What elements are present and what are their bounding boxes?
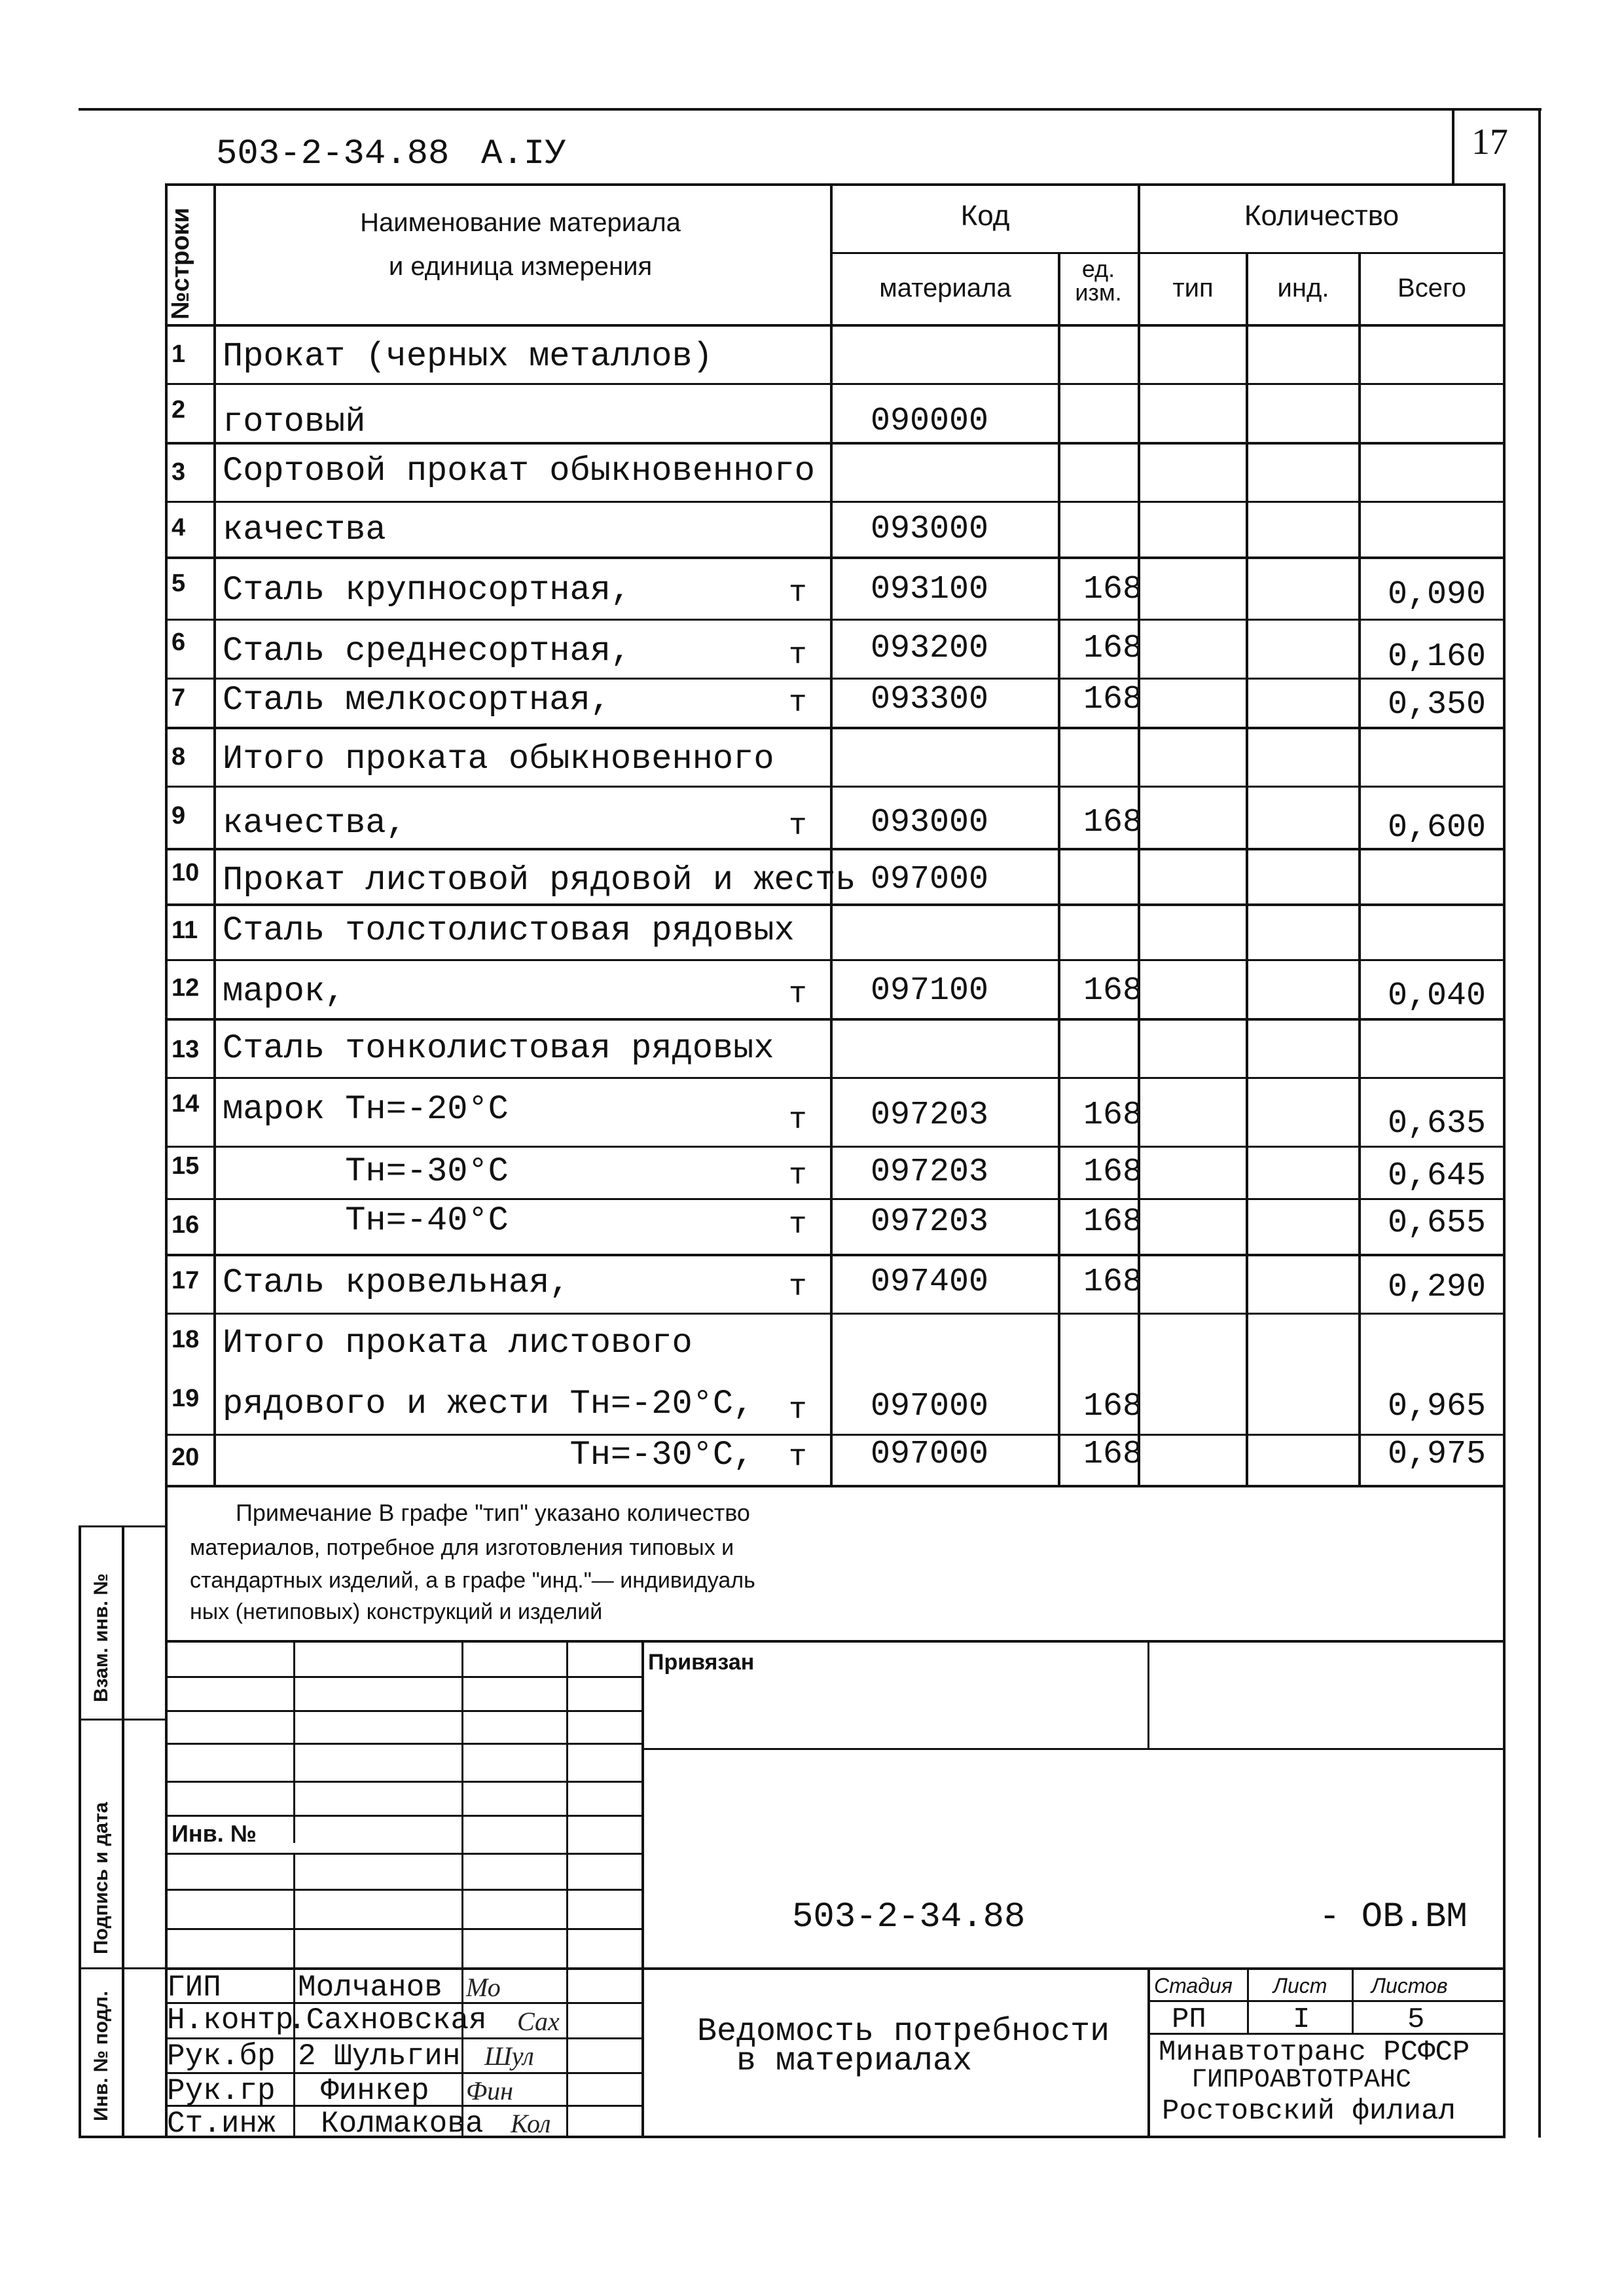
staff-role: Ст.инж bbox=[167, 2107, 276, 2141]
row-unit: т bbox=[789, 1393, 807, 1427]
row-number: 7 bbox=[171, 684, 186, 712]
row-total: 0,350 bbox=[1388, 686, 1487, 723]
row-code: 093000 bbox=[871, 804, 989, 841]
staff-name: Молчанов bbox=[298, 1971, 442, 2005]
grid-h bbox=[165, 1743, 643, 1745]
stamp-right bbox=[1503, 1485, 1506, 2138]
row-name: Сталь среднесортная, bbox=[223, 632, 632, 670]
side-label-inv: Инв. № подл. bbox=[90, 1990, 112, 2121]
header-bottom bbox=[165, 324, 1506, 327]
row-name: марок Тн=-20°С bbox=[223, 1090, 509, 1129]
stage-value: РП bbox=[1172, 2003, 1206, 2036]
sheets-label: Листов bbox=[1371, 1974, 1448, 1997]
row-sep bbox=[165, 501, 1506, 503]
row-code: 097000 bbox=[871, 1388, 989, 1425]
row-code: 097000 bbox=[871, 1436, 989, 1473]
row-number: 10 bbox=[171, 859, 200, 886]
row-number: 20 bbox=[171, 1444, 200, 1471]
header-name-line2: и единица измерения bbox=[388, 252, 653, 281]
row-name: качества, bbox=[223, 804, 406, 843]
row-code: 097000 bbox=[871, 861, 989, 898]
row-code: 097203 bbox=[871, 1154, 989, 1191]
grid-h bbox=[165, 1710, 643, 1712]
table-top bbox=[165, 183, 1506, 186]
row-unit: т bbox=[789, 809, 807, 843]
row-name: Сортовой прокат обыкновенного bbox=[223, 452, 815, 490]
row-number: 8 bbox=[171, 743, 186, 771]
row-unit: т bbox=[789, 1270, 807, 1304]
row-total: 0,635 bbox=[1388, 1105, 1487, 1142]
row-total: 0,090 bbox=[1388, 576, 1487, 613]
stamp-left-outer bbox=[79, 1525, 81, 2138]
row-sep bbox=[165, 1198, 1506, 1200]
row-number: 14 bbox=[171, 1090, 200, 1118]
row-sep bbox=[165, 903, 1506, 906]
row-sep bbox=[165, 619, 1506, 621]
row-meas: 168 bbox=[1083, 630, 1143, 667]
row-meas: 168 bbox=[1083, 1097, 1143, 1134]
doc-mark: 503-2-34.88 bbox=[792, 1897, 1026, 1937]
table-bottom bbox=[165, 1485, 1506, 1487]
row-name: Тн=-30°С bbox=[223, 1152, 509, 1191]
inv-no-label: Инв. № bbox=[171, 1820, 257, 1847]
stage-col2 bbox=[1352, 1967, 1354, 2033]
stage-sep1 bbox=[1147, 2000, 1503, 2002]
row-unit: т bbox=[789, 1159, 807, 1193]
grid-v-main bbox=[641, 1640, 644, 2138]
stage-col1 bbox=[1247, 1967, 1249, 2033]
header-qty-type: тип bbox=[1172, 274, 1214, 302]
staff-name: Колмакова bbox=[321, 2107, 484, 2141]
staff-role: ГИП bbox=[167, 1971, 221, 2005]
staff-signature: Мо bbox=[466, 1973, 501, 2002]
row-number: 6 bbox=[171, 629, 186, 656]
row-total: 0,965 bbox=[1388, 1388, 1487, 1425]
row-name: рядового и жести Тн=-20°С, bbox=[223, 1385, 754, 1423]
row-number: 5 bbox=[171, 570, 186, 597]
row-code: 090000 bbox=[871, 403, 989, 440]
row-number: 11 bbox=[171, 917, 198, 944]
header-code-unit: ед. изм. bbox=[1075, 255, 1122, 306]
row-name: качества bbox=[223, 511, 386, 549]
row-sep bbox=[165, 1313, 1506, 1315]
row-name: Сталь тонколистовая рядовых bbox=[223, 1029, 774, 1068]
row-name: Итого проката обыкновенного bbox=[223, 740, 774, 778]
staff-name: 2 Шульгин bbox=[298, 2039, 461, 2073]
staff-signature: Шул bbox=[484, 2041, 534, 2071]
header-qty-ind: инд. bbox=[1277, 274, 1329, 302]
row-total: 0,975 bbox=[1388, 1436, 1487, 1473]
row-sep bbox=[165, 1018, 1506, 1021]
row-sep bbox=[165, 556, 1506, 559]
grid-v bbox=[461, 1640, 463, 2138]
row-number: 15 bbox=[171, 1152, 200, 1180]
header-subline bbox=[830, 252, 1503, 254]
note-line2: материалов, потребное для изготовления типовых и bbox=[190, 1535, 734, 1560]
row-unit: т bbox=[789, 1440, 807, 1474]
staff-name: .Сахновская bbox=[288, 2003, 487, 2037]
row-name: Прокат листовой рядовой и жесть bbox=[223, 861, 856, 900]
row-total: 0,040 bbox=[1388, 977, 1487, 1015]
row-number: 13 bbox=[171, 1036, 200, 1063]
grid-h bbox=[165, 1928, 643, 1930]
row-sep bbox=[165, 1254, 1506, 1256]
row-total: 0,160 bbox=[1388, 638, 1487, 676]
note-line4: ных (нетиповых) конструкций и изделий bbox=[190, 1599, 603, 1624]
grid-h bbox=[165, 1781, 643, 1783]
row-meas: 168 bbox=[1083, 571, 1143, 608]
top-frame-line bbox=[79, 108, 1542, 111]
sheet-number: 17 bbox=[1471, 122, 1508, 162]
note-line3: стандартных изделий, а в графе "инд."— индивидуаль bbox=[190, 1568, 755, 1593]
privyazan-sep bbox=[1147, 1640, 1149, 1748]
row-code: 097203 bbox=[871, 1097, 989, 1134]
row-number: 16 bbox=[171, 1211, 200, 1239]
sheet-value: I bbox=[1293, 2003, 1310, 2036]
row-sep bbox=[165, 442, 1506, 445]
org-line3: Ростовский филиал bbox=[1162, 2095, 1456, 2128]
sheet-label: Лист bbox=[1273, 1974, 1327, 1997]
header-quantity: Количество bbox=[1244, 200, 1399, 232]
privyazan-bottom bbox=[641, 1748, 1503, 1750]
staff-signature: Фин bbox=[466, 2076, 514, 2105]
row-unit: т bbox=[789, 1208, 807, 1242]
header-code: Код bbox=[960, 200, 1010, 232]
row-unit: т bbox=[789, 686, 807, 720]
row-code: 093100 bbox=[871, 571, 989, 608]
row-name: Тн=-30°С, bbox=[223, 1436, 754, 1474]
row-number: 9 bbox=[171, 802, 186, 829]
row-number: 1 bbox=[171, 340, 186, 368]
row-meas: 168 bbox=[1083, 681, 1143, 718]
privyazan-label: Привязан bbox=[648, 1650, 755, 1675]
row-meas: 168 bbox=[1083, 804, 1143, 841]
row-total: 0,645 bbox=[1388, 1157, 1487, 1195]
col-line-num bbox=[213, 183, 216, 1486]
grid-v bbox=[293, 1853, 295, 2138]
row-unit: т bbox=[789, 638, 807, 672]
row-unit: т bbox=[789, 576, 807, 610]
row-total: 0,600 bbox=[1388, 809, 1487, 847]
grid-h bbox=[165, 1676, 643, 1678]
row-code: 097203 bbox=[871, 1203, 989, 1241]
stage-left bbox=[1147, 1967, 1150, 2138]
header-name-line1: Наименование материала bbox=[360, 208, 681, 237]
row-number: 18 bbox=[171, 1326, 200, 1353]
staff-role: Рук.бр bbox=[167, 2039, 276, 2073]
row-unit: т bbox=[789, 977, 807, 1011]
grid-v bbox=[293, 1640, 295, 1843]
row-code: 097100 bbox=[871, 972, 989, 1010]
row-name: Сталь мелкосортная, bbox=[223, 681, 611, 720]
col-line-name bbox=[830, 183, 833, 1486]
col-line-ind bbox=[1358, 252, 1361, 1486]
org-line2: ГИПРОАВТОТРАНС bbox=[1191, 2066, 1412, 2095]
row-meas: 168 bbox=[1083, 1388, 1143, 1425]
right-frame-line bbox=[1538, 108, 1541, 2138]
row-code: 097400 bbox=[871, 1264, 989, 1301]
row-number: 4 bbox=[171, 514, 186, 541]
row-total: 0,655 bbox=[1388, 1205, 1487, 1242]
row-name: Сталь кровельная, bbox=[223, 1264, 570, 1302]
side-label-vzam: Взам. инв. № bbox=[90, 1573, 112, 1702]
row-sep bbox=[165, 678, 1506, 680]
row-sep bbox=[165, 1146, 1506, 1148]
doc-title-line1: Ведомость потребности bbox=[697, 2013, 1110, 2050]
side-col bbox=[122, 1525, 124, 2138]
header-row-no: №строки bbox=[167, 208, 194, 319]
row-name: Сталь крупносортная, bbox=[223, 571, 632, 610]
row-meas: 168 bbox=[1083, 1436, 1143, 1473]
row-code: 093200 bbox=[871, 630, 989, 667]
row-number: 19 bbox=[171, 1385, 200, 1412]
row-number: 3 bbox=[171, 458, 186, 486]
row-total: 0,290 bbox=[1388, 1269, 1487, 1306]
row-name: Прокат (черных металлов) bbox=[223, 337, 713, 376]
grid-h bbox=[165, 1815, 643, 1817]
row-unit: т bbox=[789, 1103, 807, 1137]
note-line1: Примечание В графе "тип" указано количество bbox=[236, 1499, 750, 1526]
row-name: Итого проката листового bbox=[223, 1324, 693, 1362]
staff-signature: Кол bbox=[511, 2109, 551, 2138]
doc-suffix: - ОВ.ВМ bbox=[1319, 1897, 1468, 1937]
row-meas: 168 bbox=[1083, 1264, 1143, 1301]
stamp-top bbox=[165, 1640, 1506, 1643]
album: А.IУ bbox=[481, 134, 566, 174]
col-line-type bbox=[1246, 252, 1248, 1486]
staff-role: Рук.гр bbox=[167, 2074, 276, 2108]
header-qty-total: Всего bbox=[1398, 274, 1466, 302]
row-code: 093300 bbox=[871, 681, 989, 718]
row-sep bbox=[165, 1077, 1506, 1079]
org-line1: Минавтотранс РСФСР bbox=[1159, 2036, 1470, 2069]
row-sep bbox=[165, 959, 1506, 961]
grid-h-main bbox=[165, 1967, 1506, 1970]
row-number: 17 bbox=[171, 1267, 200, 1294]
row-number: 2 bbox=[171, 396, 186, 424]
row-name: марок, bbox=[223, 972, 346, 1011]
row-meas: 168 bbox=[1083, 1154, 1143, 1191]
doc-code: 503-2-34.88 bbox=[216, 134, 450, 174]
staff-role: Н.контр bbox=[167, 2003, 294, 2037]
grid-h bbox=[165, 1853, 643, 1855]
grid-v bbox=[566, 1640, 568, 2138]
row-sep bbox=[165, 727, 1506, 729]
row-name: Сталь толстолистовая рядовых bbox=[223, 911, 795, 950]
header-code-material: материала bbox=[879, 274, 1011, 302]
row-sep bbox=[165, 786, 1506, 788]
row-meas: 168 bbox=[1083, 1203, 1143, 1241]
row-sep bbox=[165, 383, 1506, 385]
sheets-value: 5 bbox=[1407, 2003, 1425, 2036]
staff-name: Финкер bbox=[321, 2074, 429, 2108]
grid-h bbox=[165, 1889, 643, 1891]
side-label-podpis: Подпись и дата bbox=[90, 1802, 112, 1954]
stamp-bottom bbox=[79, 2136, 1506, 2138]
sheet-number-divider bbox=[1452, 108, 1454, 183]
row-name: готовый bbox=[223, 403, 366, 441]
staff-signature: Сах bbox=[517, 2007, 560, 2036]
row-sep bbox=[165, 848, 1506, 850]
stage-label: Стадия bbox=[1154, 1974, 1233, 1997]
row-meas: 168 bbox=[1083, 972, 1143, 1010]
col-line-meas bbox=[1058, 252, 1060, 1486]
row-name: Тн=-40°С bbox=[223, 1201, 509, 1240]
row-code: 093000 bbox=[871, 511, 989, 548]
row-number: 12 bbox=[171, 974, 200, 1002]
doc-title-line2: в материалах bbox=[736, 2043, 973, 2080]
